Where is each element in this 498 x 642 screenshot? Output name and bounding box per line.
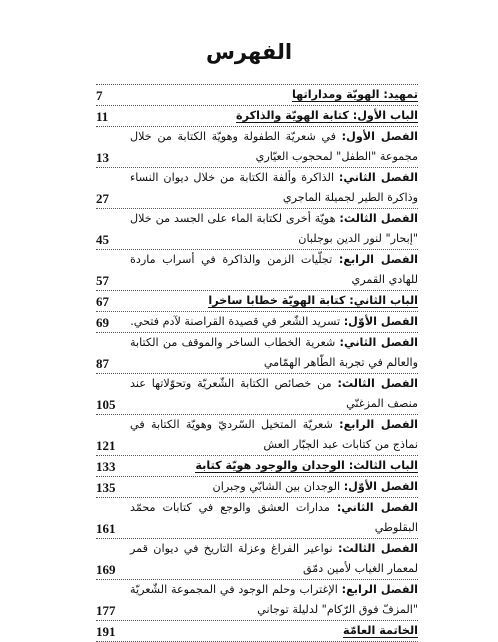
toc-row xyxy=(96,209,418,250)
toc-page-number: 67 xyxy=(96,294,109,309)
toc-row xyxy=(96,333,418,374)
toc-row xyxy=(96,106,418,127)
toc-page-number: 161 xyxy=(96,521,116,536)
toc-entry-text: مدارات العشق والوجع في كتابات محمّد البقلوطي xyxy=(130,501,418,534)
toc-entry xyxy=(128,498,418,538)
toc-entry xyxy=(128,168,418,208)
toc-entry-text: هويّة أخرى لكتابة الماء على الجسد من خلال "إبحار" لنور الدين بوجلبان xyxy=(130,212,418,245)
toc-entry-text: الباب الأول: كتابة الهويّة والذاكرة xyxy=(236,109,418,122)
toc-entry xyxy=(128,477,418,497)
toc-entry-text: من خصائص الكتابة الشّعريّة وتحوّلاتها عند منصف المزغنّي xyxy=(130,377,418,410)
toc-entry xyxy=(128,539,418,579)
toc-page-number: 169 xyxy=(96,562,116,577)
toc-row xyxy=(96,291,418,312)
toc-page-number: 135 xyxy=(96,480,116,495)
toc-page-number: 69 xyxy=(96,315,109,330)
toc-entry-label: الفصل الثاني: xyxy=(336,501,418,514)
toc-page-number: 13 xyxy=(96,150,109,165)
toc-row xyxy=(96,250,418,291)
toc-row xyxy=(96,621,418,642)
toc-row xyxy=(96,84,418,106)
toc-row xyxy=(96,539,418,580)
toc-entry xyxy=(128,85,418,105)
toc-entry-label: الفصل الرابع: xyxy=(339,418,418,431)
toc-entry-label: الفصل الرابع: xyxy=(341,583,419,596)
toc-entry-text: شعريّة المتخيل السّرديّ وهويّة الكتابة في نماذج من كتابات عبد الجبّار العش xyxy=(130,418,418,451)
toc-entry-label: الفصل الأول: xyxy=(341,130,418,143)
table-of-contents xyxy=(96,84,418,642)
toc-entry-label: الفصل الثالث: xyxy=(339,212,418,225)
toc-entry-text: الباب الثالث: الوجدان والوجود هويّة كتابة xyxy=(195,459,418,472)
toc-entry xyxy=(128,374,418,414)
toc-entry-text: في شعريّة الطفولة وهويّة الكتابة من خلال مجموعة "الطفل" لمحجوب العيّاري xyxy=(130,130,418,163)
toc-entry-text: الخاتمة العامّة xyxy=(343,624,418,637)
toc-entry xyxy=(128,333,418,373)
toc-page-number: 11 xyxy=(96,109,109,124)
toc-row xyxy=(96,127,418,168)
toc-entry xyxy=(128,456,418,476)
toc-entry-label: الفصل الأوّل: xyxy=(343,315,418,328)
toc-entry xyxy=(128,621,418,641)
toc-entry-text: تجلّيات الزمن والذاكرة في أسراب ماردة للهادي القمري xyxy=(130,253,418,286)
toc-entry xyxy=(128,415,418,455)
toc-row xyxy=(96,477,418,498)
toc-entry-label: الفصل الأوّل: xyxy=(343,480,418,493)
toc-entry-text: الباب الثاني: كتابة الهويّة خطابا ساخرا xyxy=(208,294,418,307)
toc-entry xyxy=(128,127,418,167)
toc-entry-text: تسريد الشّعر في قصيدة القراصنة لآدم فتحي. xyxy=(130,315,341,328)
toc-entry-label: الفصل الثالث: xyxy=(337,377,419,390)
toc-page-number: 7 xyxy=(96,88,103,103)
toc-entry-text: الوجدان بين الشابّي وجبران xyxy=(212,480,341,493)
toc-page-number: 133 xyxy=(96,459,116,474)
toc-page-number: 45 xyxy=(96,232,109,247)
toc-entry xyxy=(128,250,418,290)
toc-page-number: 191 xyxy=(96,624,116,639)
toc-page-number: 105 xyxy=(96,397,116,412)
toc-page-number: 27 xyxy=(96,191,109,206)
toc-entry xyxy=(128,106,418,126)
toc-row xyxy=(96,312,418,333)
toc-entry-text: تمهيد: الهويّة ومداراتها xyxy=(291,88,418,101)
toc-entry-text: الإغتراب وحلم الوجود في المجموعة الشّعريّة "المزفّ فوق الرّكام" لدليلة توجاني xyxy=(130,583,418,616)
toc-row xyxy=(96,498,418,539)
toc-entry-label: الفصل الثاني: xyxy=(339,336,418,349)
toc-entry xyxy=(128,580,418,620)
toc-row xyxy=(96,168,418,209)
toc-entry-text: الذاكرة وألفة الكتابة من خلال ديوان النساء وذاكرة الطير لجميلة الماجري xyxy=(130,171,418,204)
toc-page-number: 177 xyxy=(96,603,116,618)
page-title: الفهرس xyxy=(205,40,293,64)
toc-page-number: 57 xyxy=(96,273,109,288)
toc-entry-label: الفصل الرابع: xyxy=(338,253,419,266)
toc-entry-label: الفصل الثالث: xyxy=(337,542,418,555)
toc-row xyxy=(96,374,418,415)
toc-entry xyxy=(128,209,418,249)
toc-row xyxy=(96,456,418,477)
toc-entry-text: نواعير الفراغ وعزلة التاريخ في ديوان قمر لمعمار الغياب لأمين دمّق xyxy=(130,542,418,575)
toc-page-number: 87 xyxy=(96,356,109,371)
toc-entry xyxy=(128,312,418,332)
toc-row xyxy=(96,415,418,456)
toc-entry-text: شعرية الخطاب الساخر والموقف من الكتابة والعالم في تجربة الطّاهر الهمّامي xyxy=(130,336,418,369)
toc-page-number: 121 xyxy=(96,438,116,453)
toc-entry-label: الفصل الثاني: xyxy=(338,171,418,184)
toc-entry xyxy=(128,291,418,311)
